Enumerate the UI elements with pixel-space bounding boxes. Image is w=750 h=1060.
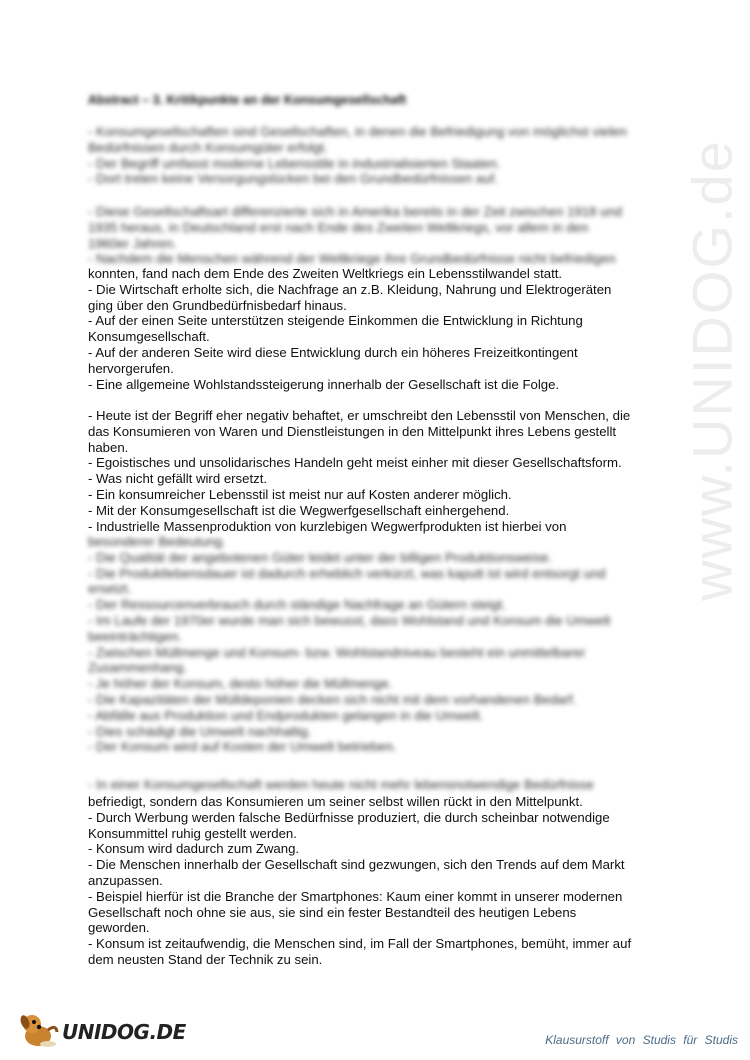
paragraph-criticism xyxy=(88,408,668,534)
text-line: - Heute ist der Begriff eher negativ behaftet, er umschreibt den Lebensstil von Menschen, die xyxy=(88,408,631,423)
text-line: Gesellschaft noch ohne sie aus, sie sind ein fester Bestandteil des heutigen Lebens xyxy=(88,904,577,920)
text-line: hervorgerufen. xyxy=(88,360,174,376)
text-line: - Egoistisches und unsolidarisches Handeln geht meist einher mit dieser Gesellschaftsform. xyxy=(88,455,622,471)
text-line: - Mit der Konsumgesellschaft ist die Wegwerfgesellschaft einhergehend. xyxy=(88,502,510,518)
text-line: - Konsum ist zeitaufwendig, die Menschen sind, im Fall der Smartphones, bemüht, immer auf xyxy=(88,936,632,952)
text-line: - Zwischen Müllmenge und Konsum- bzw. Wohlstandniveau besteht ein unmittelbarer xyxy=(88,644,586,660)
text-line: - Konsumgesellschaften sind Gesellschaften, in denen die Befriedigung von möglichst vielen xyxy=(88,124,627,139)
text-line: das Konsumieren von Waren und Dienstleistungen in den Mittelpunkt ihres Lebens gestellt xyxy=(88,423,617,439)
watermark-text: www.UNIDOG.de xyxy=(680,139,744,601)
text-line: - Im Laufe der 1970er wurde man sich bewusst, dass Wohlstand und Konsum die Umwelt xyxy=(88,612,611,628)
text-line: - Was nicht gefällt wird ersetzt. xyxy=(88,471,268,487)
text-line: Bedürfnissen durch Konsumgüter erfolgt. xyxy=(88,139,328,155)
document-title: Abstract – 3. Kritikpunkte an der Konsumgesellschaft xyxy=(88,93,407,107)
text-line: - Die Kapazitäten der Mülldeponien decken sich nicht mit dem vorhandenen Bedarf. xyxy=(88,691,577,707)
text-line: - Nachdem die Menschen während der Weltkriege ihre Grundbedürfnisse nicht befriedigen xyxy=(88,251,616,267)
text-line: dem neusten Stand der Technik zu sein. xyxy=(88,951,323,967)
text-line: besonderer Bedeutung. xyxy=(88,534,226,549)
text-line: - Der Begriff umfasst moderne Lebensstile in industrialisierten Staaten. xyxy=(88,155,501,171)
paragraph-needs-blurred xyxy=(88,777,668,793)
text-line: Zusammenhang. xyxy=(88,660,187,676)
text-line: 1935 heraus, in Deutschland erst nach Ende des Zweiten Weltkriegs, vor allem in den xyxy=(88,219,589,235)
text-line: - Der Ressourcenverbrauch durch ständige Nachfrage an Gütern steigt. xyxy=(88,597,506,613)
paragraph-history xyxy=(88,266,668,392)
text-line: geworden. xyxy=(88,920,150,936)
text-line: 1960er Jahren. xyxy=(88,235,177,251)
text-line: - Die Menschen innerhalb der Gesellschaft sind gezwungen, sich den Trends auf dem Markt xyxy=(88,857,625,873)
text-line: - Der Konsum wird auf Kosten der Umwelt betrieben. xyxy=(88,739,397,755)
text-line: anzupassen. xyxy=(88,872,163,888)
paragraph-environment-blurred xyxy=(88,534,668,755)
text-line: - Eine allgemeine Wohlstandssteigerung innerhalb der Gesellschaft ist die Folge. xyxy=(88,376,560,392)
text-line: - In einer Konsumgesellschaft werden heute nicht mehr lebensnotwendige Bedürfnisse xyxy=(88,777,594,792)
text-line: - Ein konsumreicher Lebensstil ist meist nur auf Kosten anderer möglich. xyxy=(88,486,512,502)
text-line: Konsummittel ruhig gestellt werden. xyxy=(88,825,297,841)
paragraph-definition xyxy=(88,124,668,187)
text-line: - Konsum wird dadurch zum Zwang. xyxy=(88,841,300,857)
text-line: ging über den Grundbedürfnisbedarf hinaus. xyxy=(88,297,347,313)
text-line: - Die Wirtschaft erholte sich, die Nachfrage an z.B. Kleidung, Nahrung und Elektrogeräten xyxy=(88,281,612,297)
text-line: - Dies schädigt die Umwelt nachhaltig. xyxy=(88,723,312,739)
text-line: beeinträchtigen. xyxy=(88,628,182,644)
text-line: - Auf der einen Seite unterstützen steigende Einkommen die Entwicklung in Richtung xyxy=(88,313,583,329)
text-line: - Diese Gesellschaftsart differenzierte sich in Amerika bereits in der Zeit zwischen 1918 und xyxy=(88,204,623,219)
unidog-logo[interactable] xyxy=(18,1010,186,1050)
dog-mascot-icon xyxy=(18,1010,60,1050)
text-line: - Die Qualität der angebotenen Güter leidet unter der billigen Produktionsweise. xyxy=(88,549,553,565)
text-line: befriedigt, sondern das Konsumieren um seiner selbst willen rückt in den Mittelpunkt. xyxy=(88,794,583,809)
text-line: - Beispiel hierfür ist die Branche der Smartphones: Kaum einer kommt in unserer modernen xyxy=(88,888,623,904)
paragraph-needs xyxy=(88,794,668,968)
text-line: - Die Produktlebensdauer ist dadurch erheblich verkürzt, was kaputt ist wird entsorgt und xyxy=(88,565,606,581)
text-line: - Abfälle aus Produktion und Endprodukten gelangen in die Umwelt. xyxy=(88,707,484,723)
text-line: - Dort treten keine Versorgungslücken bei den Grundbedürfnissen auf. xyxy=(88,171,498,187)
text-line: haben. xyxy=(88,439,129,455)
logo-text: UNIDOG.DE xyxy=(62,1020,186,1044)
text-line: - Je höher der Konsum, desto höher die Müllmenge. xyxy=(88,676,393,692)
text-line: konnten, fand nach dem Ende des Zweiten Weltkriegs ein Lebensstilwandel statt. xyxy=(88,266,563,281)
text-line: - Industrielle Massenproduktion von kurzlebigen Wegwerfprodukten ist hierbei von xyxy=(88,518,567,534)
text-line: ersetzt. xyxy=(88,581,132,597)
text-line: Konsumgesellschaft. xyxy=(88,329,210,345)
paragraph-history-blurred xyxy=(88,204,668,267)
footer-slogan: Klausurstoff von Studis für Studis xyxy=(545,1033,738,1047)
text-line: - Auf der anderen Seite wird diese Entwicklung durch ein höheres Freizeitkontingent xyxy=(88,344,578,360)
text-line: - Durch Werbung werden falsche Bedürfnisse produziert, die durch scheinbar notwendige xyxy=(88,809,610,825)
